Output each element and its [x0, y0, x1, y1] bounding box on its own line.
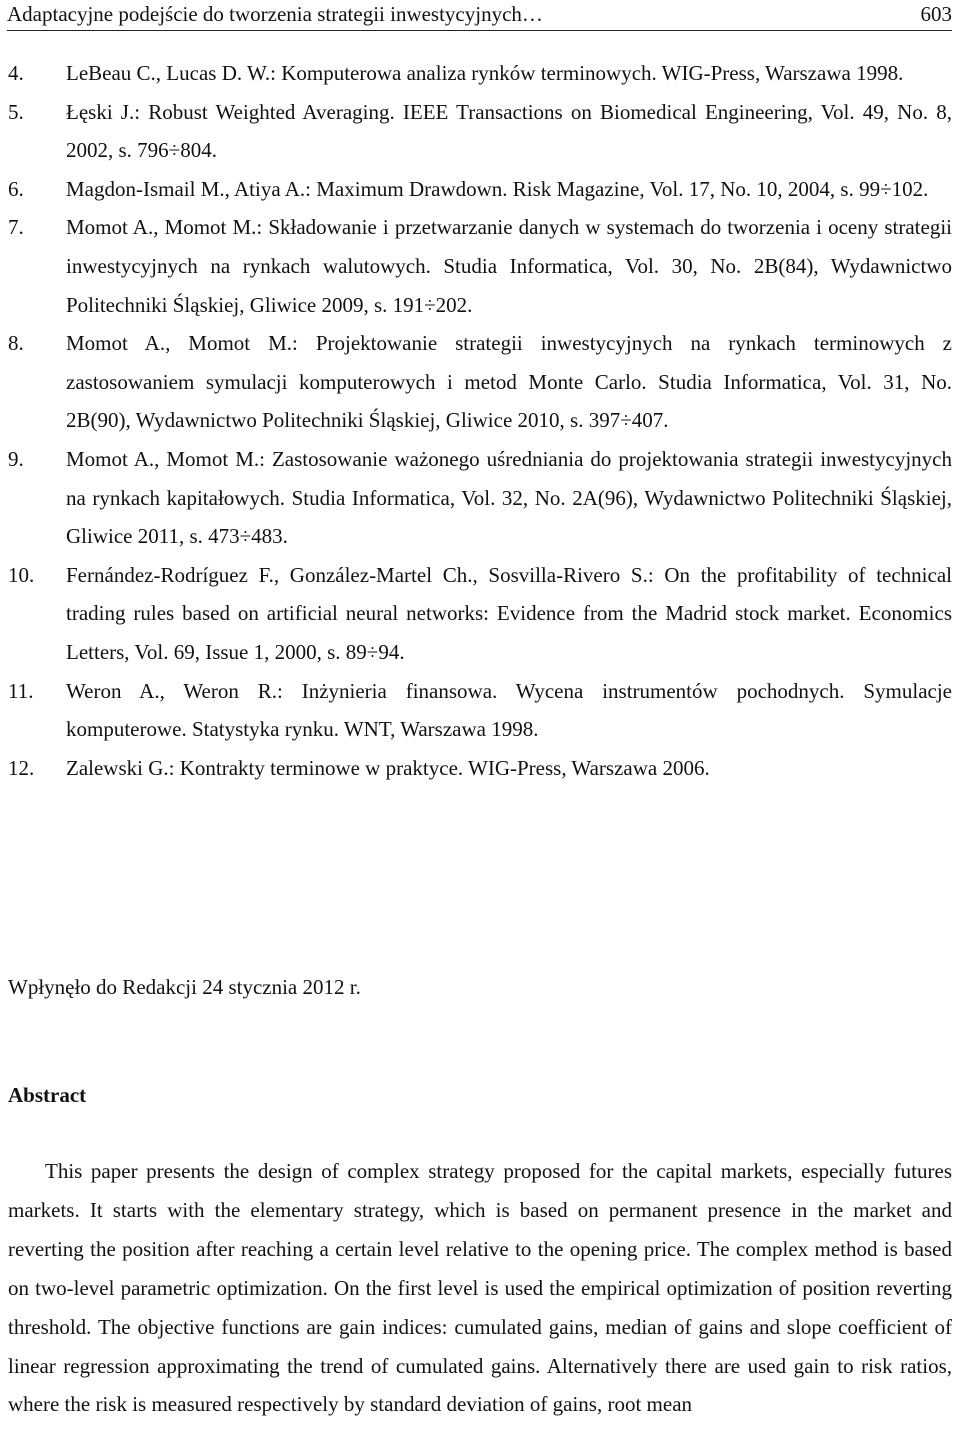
- abstract-text: This paper presents the design of complex strategy proposed for the capital markets, especially futures markets. It starts with the elementary strategy, which is based on permanent presence in the market and reverting the position after reaching a certain level relative to the opening price. The complex method is based on two-level parametric optimization. On the first level is used the empirical optimization of position reverting threshold. The objective functions are gain indices: cumulated gains, median of gains and slope coefficient of linear regression approximating the trend of cumulated gains. Alternatively there are used gain to risk ratios, where the risk is measured respectively by standard deviation of gains, root mean: [8, 1159, 952, 1417]
- reference-text: Weron A., Weron R.: Inżynieria finansowa. Wycena instrumentów pochodnych. Symulacje komputerowe. Statystyka rynku. WNT, Warszawa 1998.: [66, 678, 952, 742]
- abstract-heading: Abstract: [8, 1083, 87, 1107]
- reference-text: Zalewski G.: Kontrakty terminowe w praktyce. WIG-Press, Warszawa 2006.: [66, 755, 710, 780]
- running-title: Adaptacyjne podejście do tworzenia strategii inwestycyjnych…: [7, 2, 543, 26]
- reference-item: [8, 440, 952, 556]
- reference-number: 12.: [8, 755, 35, 780]
- reference-text: Momot A., Momot M.: Składowanie i przetwarzanie danych w systemach do tworzenia i oceny strategii inwestycyjnych na rynkach walutowych. Studia Informatica, Vol. 30, No. 2B(84), Wydawnictwo Politechniki Śląskiej, Gliwice 2009, s. 191÷202.: [66, 215, 952, 317]
- reference-number: 11.: [8, 678, 34, 703]
- reference-text: Fernández-Rodríguez F., González-Martel Ch., Sosvilla-Rivero S.: On the profitability of technical trading rules based on artificial neural networks: Evidence from the Madrid stock market. Economics Letters, Vol. 69, Issue 1, 2000, s. 89÷94.: [66, 562, 952, 664]
- reference-number: 5.: [8, 99, 24, 124]
- reference-text: Momot A., Momot M.: Zastosowanie ważonego uśredniania do projektowania strategii inwestycyjnych na rynkach kapitałowych. Studia Informatica, Vol. 32, No. 2A(96), Wydawnictwo Politechniki Śląskiej, Gliwice 2011, s. 473÷483.: [66, 446, 952, 549]
- reference-item: [8, 208, 952, 324]
- reference-number: 10.: [8, 562, 35, 587]
- reference-item: [8, 749, 952, 788]
- reference-item: [8, 556, 952, 672]
- reference-number: 6.: [8, 176, 24, 201]
- reference-text: Momot A., Momot M.: Projektowanie strategii inwestycyjnych na rynkach terminowych z zastosowaniem symulacji komputerowych i metod Monte Carlo. Studia Informatica, Vol. 31, No. 2B(90), Wydawnictwo Politechniki Śląskiej, Gliwice 2010, s. 397÷407.: [66, 331, 952, 433]
- reference-item: [8, 170, 952, 209]
- reference-item: [8, 93, 952, 170]
- page-number: 603: [920, 2, 952, 26]
- reference-text: LeBeau C., Lucas D. W.: Komputerowa analiza rynków terminowych. WIG-Press, Warszawa 1998.: [66, 61, 904, 85]
- reference-text: Magdon-Ismail M., Atiya A.: Maximum Drawdown. Risk Magazine, Vol. 17, No. 10, 2004, s. 99÷102.: [66, 176, 929, 201]
- reference-number: 9.: [8, 446, 24, 471]
- reference-number: 7.: [8, 215, 24, 240]
- reference-number: 8.: [8, 331, 24, 356]
- reference-item: [8, 672, 952, 749]
- reference-item: [8, 324, 952, 440]
- running-header: [7, 0, 952, 31]
- received-note: Wpłynęło do Redakcji 24 stycznia 2012 r.: [8, 975, 361, 999]
- reference-text: Łęski J.: Robust Weighted Averaging. IEEE Transactions on Biomedical Engineering, Vol. 49, No. 8, 2002, s. 796÷804.: [66, 99, 952, 163]
- reference-item: [8, 54, 952, 93]
- reference-number: 4.: [8, 61, 24, 85]
- reference-list: [8, 54, 952, 787]
